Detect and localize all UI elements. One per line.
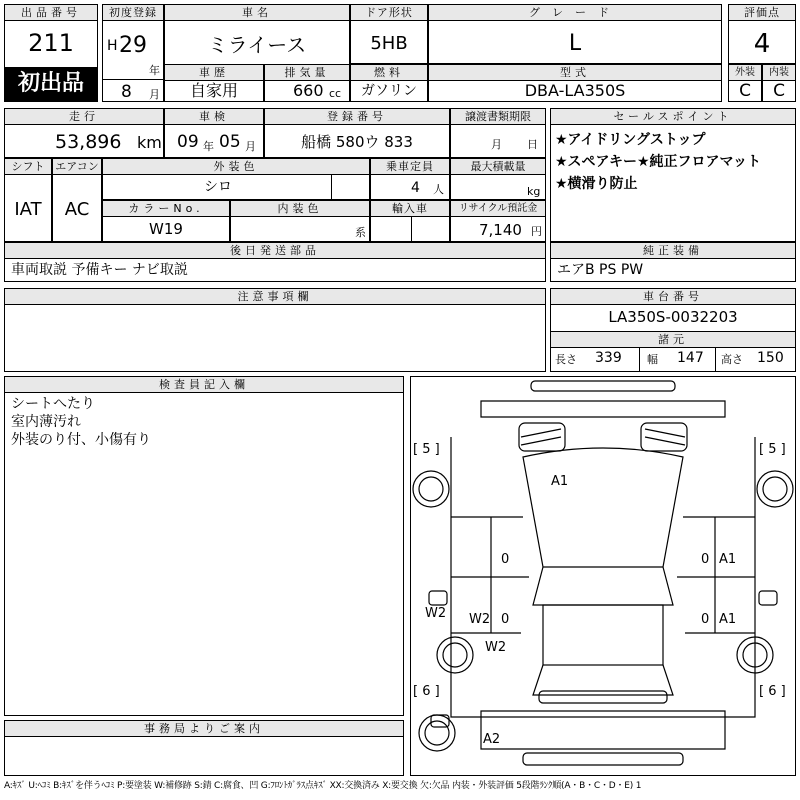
equipment: エアB PS PW xyxy=(557,262,644,278)
month-unit: 月 xyxy=(149,88,160,101)
car-name: ミライース xyxy=(207,33,307,57)
grade: L xyxy=(568,31,582,56)
first-reg-year: 29 xyxy=(119,33,147,58)
mileage-box xyxy=(4,108,164,158)
score: 4 xyxy=(753,29,771,59)
divider xyxy=(103,79,163,80)
later-parts: 車両取説 予備キー ナビ取説 xyxy=(11,262,188,278)
sales-point: ★スペアキー★純正フロアマット xyxy=(555,154,761,170)
exterior-grade: C xyxy=(739,81,751,101)
displacement-label: 排気量 xyxy=(265,65,349,81)
model: DBA-LA350S xyxy=(524,81,626,100)
fuel: ガソリン xyxy=(361,83,417,99)
inspector-box xyxy=(4,376,404,716)
length: 339 xyxy=(595,350,622,366)
tire-front-left-label: [ 5 ] xyxy=(413,442,440,457)
door-type: 5HB xyxy=(370,33,408,54)
sales-point: ★アイドリングストップ xyxy=(555,132,706,148)
inspection-month-unit: 月 xyxy=(245,140,256,153)
int-color-unit: 系 xyxy=(355,226,366,239)
mark-rear-door-right-0: 0 xyxy=(701,612,710,627)
inspection-year: 09 xyxy=(177,132,199,152)
shift: IAT xyxy=(14,199,42,220)
divider xyxy=(639,347,640,371)
exterior-label: 外装 xyxy=(729,65,761,81)
mileage: 53,896 xyxy=(55,131,122,153)
divider xyxy=(331,175,332,199)
plate-label: 登録番号 xyxy=(265,109,449,125)
chassis-box xyxy=(550,288,796,372)
mark-hood: A1 xyxy=(551,474,569,489)
capacity: 4 xyxy=(411,180,420,196)
windshield-shape xyxy=(533,567,673,605)
history-label: 車歴 xyxy=(165,65,263,81)
later-parts-label: 後日発送部品 xyxy=(5,243,545,259)
inspection-month: 05 xyxy=(219,132,241,152)
history-box xyxy=(164,64,264,102)
int-color-label: 内装色 xyxy=(231,201,369,217)
fuel-box xyxy=(350,64,428,102)
year-unit: 年 xyxy=(149,64,160,77)
ext-color-box xyxy=(102,158,370,200)
tire-rear-right-label: [ 6 ] xyxy=(759,684,786,699)
legend: A:ｷｽﾞ U:ﾍｺﾐ B:ｷｽﾞを伴うﾍｺﾐ P:要塗装 W:補修跡 S:錆 C:腐食、凹 G:ﾌﾛﾝﾄｶﾞﾗｽ点ｷｽﾞ XX:交換済み X:要交換 欠:欠品 内装・外装評価 5段階ﾗﾝｸ順(A・B・C・D・E) 1 xyxy=(4,781,642,791)
tire-rear-left-label: [ 6 ] xyxy=(413,684,440,699)
import-label: 輸入車 xyxy=(371,201,449,217)
ext-color-label: 外装色 xyxy=(103,159,369,175)
mileage-label: 走行 xyxy=(5,109,163,125)
front-panel-shape xyxy=(481,401,725,417)
model-box xyxy=(428,64,722,102)
first-reg-month: 8 xyxy=(121,82,132,102)
load-unit: kg xyxy=(527,185,541,198)
mark-rear-bumper: A2 xyxy=(483,732,501,747)
interior-grade: C xyxy=(773,81,785,101)
office-label: 事務局よりご案内 xyxy=(5,721,403,737)
first-reg-label: 初度登録 xyxy=(103,5,163,21)
length-label: 長さ xyxy=(555,353,577,366)
shift-label: シフト xyxy=(5,159,51,175)
recycle-box xyxy=(450,200,546,242)
mark-rear-door-right: A1 xyxy=(719,612,737,627)
ac: AC xyxy=(64,199,90,220)
mark-roof-w2: W2 xyxy=(485,640,507,655)
chassis-number: LA350S-0032203 xyxy=(608,308,738,326)
notes-box xyxy=(4,288,546,372)
tire-front-left-shape xyxy=(413,471,449,507)
lot-no-label: 出品番号 xyxy=(5,5,97,21)
chassis-label: 車台番号 xyxy=(551,289,795,305)
sales-points-label: セールスポイント xyxy=(551,109,795,125)
capacity-label: 乗車定員 xyxy=(371,159,449,175)
history: 自家用 xyxy=(189,81,238,100)
front-bumper-shape xyxy=(531,381,675,391)
transfer-label: 譲渡書類期限 xyxy=(451,109,545,125)
transfer-month-unit: 月 xyxy=(491,138,502,151)
ext-color: シロ xyxy=(204,179,232,195)
capacity-unit: 人 xyxy=(433,183,444,196)
lot-no: 211 xyxy=(28,29,74,57)
divider xyxy=(715,347,716,371)
displacement-unit: cc xyxy=(329,87,342,100)
inspection-label: 車検 xyxy=(165,109,263,125)
exterior-box xyxy=(728,64,762,102)
displacement: 660 xyxy=(293,81,324,100)
mark-front-door-right-0: 0 xyxy=(701,552,710,567)
mirror-left-shape xyxy=(429,591,447,605)
rear-lamp-shape xyxy=(539,691,667,703)
inspection-box xyxy=(164,108,264,158)
tire-front-right-label: [ 5 ] xyxy=(759,442,786,457)
plate-box xyxy=(264,108,450,158)
color-no-label: カラーNo. xyxy=(103,201,229,217)
mileage-unit: km xyxy=(137,133,162,152)
equipment-label: 純正装備 xyxy=(551,243,795,259)
displacement-box xyxy=(264,64,350,102)
hood-shape xyxy=(523,448,683,567)
inspector-line: シートへたり xyxy=(11,396,95,412)
grade-box xyxy=(428,4,722,64)
ac-label: エアコン xyxy=(53,159,101,175)
lot-box xyxy=(4,4,98,102)
transfer-day-unit: 日 xyxy=(527,138,538,151)
fuel-label: 燃料 xyxy=(351,65,427,81)
ac-box xyxy=(52,158,102,242)
door-label: ドア形状 xyxy=(351,5,427,21)
capacity-box xyxy=(370,158,450,200)
plate-number: 船橋 580ウ 833 xyxy=(301,133,413,151)
mark-rear-fender-left: W2 xyxy=(425,606,447,621)
sales-point: ★横滑り防止 xyxy=(555,176,638,192)
car-diagram xyxy=(411,377,795,775)
score-box xyxy=(728,4,796,64)
load-box xyxy=(450,158,546,200)
width: 147 xyxy=(677,350,704,366)
specs-label: 諸元 xyxy=(551,331,795,348)
car-name-label: 車名 xyxy=(165,5,349,21)
mark-rear-door-left-w2: W2 xyxy=(469,612,491,627)
rear-bar-shape xyxy=(523,753,683,765)
first-listing-badge xyxy=(5,67,97,101)
grade-label: グレード xyxy=(429,5,721,21)
later-parts-box xyxy=(4,242,546,282)
score-label: 評価点 xyxy=(729,5,795,21)
inspector-label: 検査員記入欄 xyxy=(5,377,403,393)
office-box xyxy=(4,720,404,776)
car-diagram-box xyxy=(410,376,796,776)
color-no: W19 xyxy=(149,220,183,238)
mark-front-door-right: A1 xyxy=(719,552,737,567)
mirror-right-shape xyxy=(759,591,777,605)
recycle-label: リサイクル預託金 xyxy=(451,201,545,217)
int-color-box xyxy=(230,200,370,242)
shift-box xyxy=(4,158,52,242)
first-reg-box xyxy=(102,4,164,102)
width-label: 幅 xyxy=(647,353,658,366)
height: 150 xyxy=(757,350,784,366)
color-no-box xyxy=(102,200,230,242)
inspection-year-unit: 年 xyxy=(203,140,214,153)
recycle: 7,140 xyxy=(479,221,522,239)
roof-shape xyxy=(543,605,663,665)
load-label: 最大積載量 xyxy=(451,159,545,175)
interior-label: 内装 xyxy=(763,65,795,81)
door-box xyxy=(350,4,428,64)
recycle-unit: 円 xyxy=(531,225,542,238)
era: H xyxy=(107,38,118,54)
sales-points-box xyxy=(550,108,796,242)
notes-label: 注意事項欄 xyxy=(5,289,545,305)
height-label: 高さ xyxy=(721,353,743,366)
inspector-line: 室内薄汚れ xyxy=(11,414,81,430)
model-label: 型式 xyxy=(429,65,721,81)
mark-front-door-left: 0 xyxy=(501,552,510,567)
import-box xyxy=(370,200,450,242)
mark-rear-door-left: 0 xyxy=(501,612,510,627)
transfer-box xyxy=(450,108,546,158)
divider xyxy=(411,217,412,241)
first-listing-text: 初出品 xyxy=(17,71,84,96)
inspector-line: 外装のり付、小傷有り xyxy=(11,432,151,448)
equipment-box xyxy=(550,242,796,282)
interior-box xyxy=(762,64,796,102)
